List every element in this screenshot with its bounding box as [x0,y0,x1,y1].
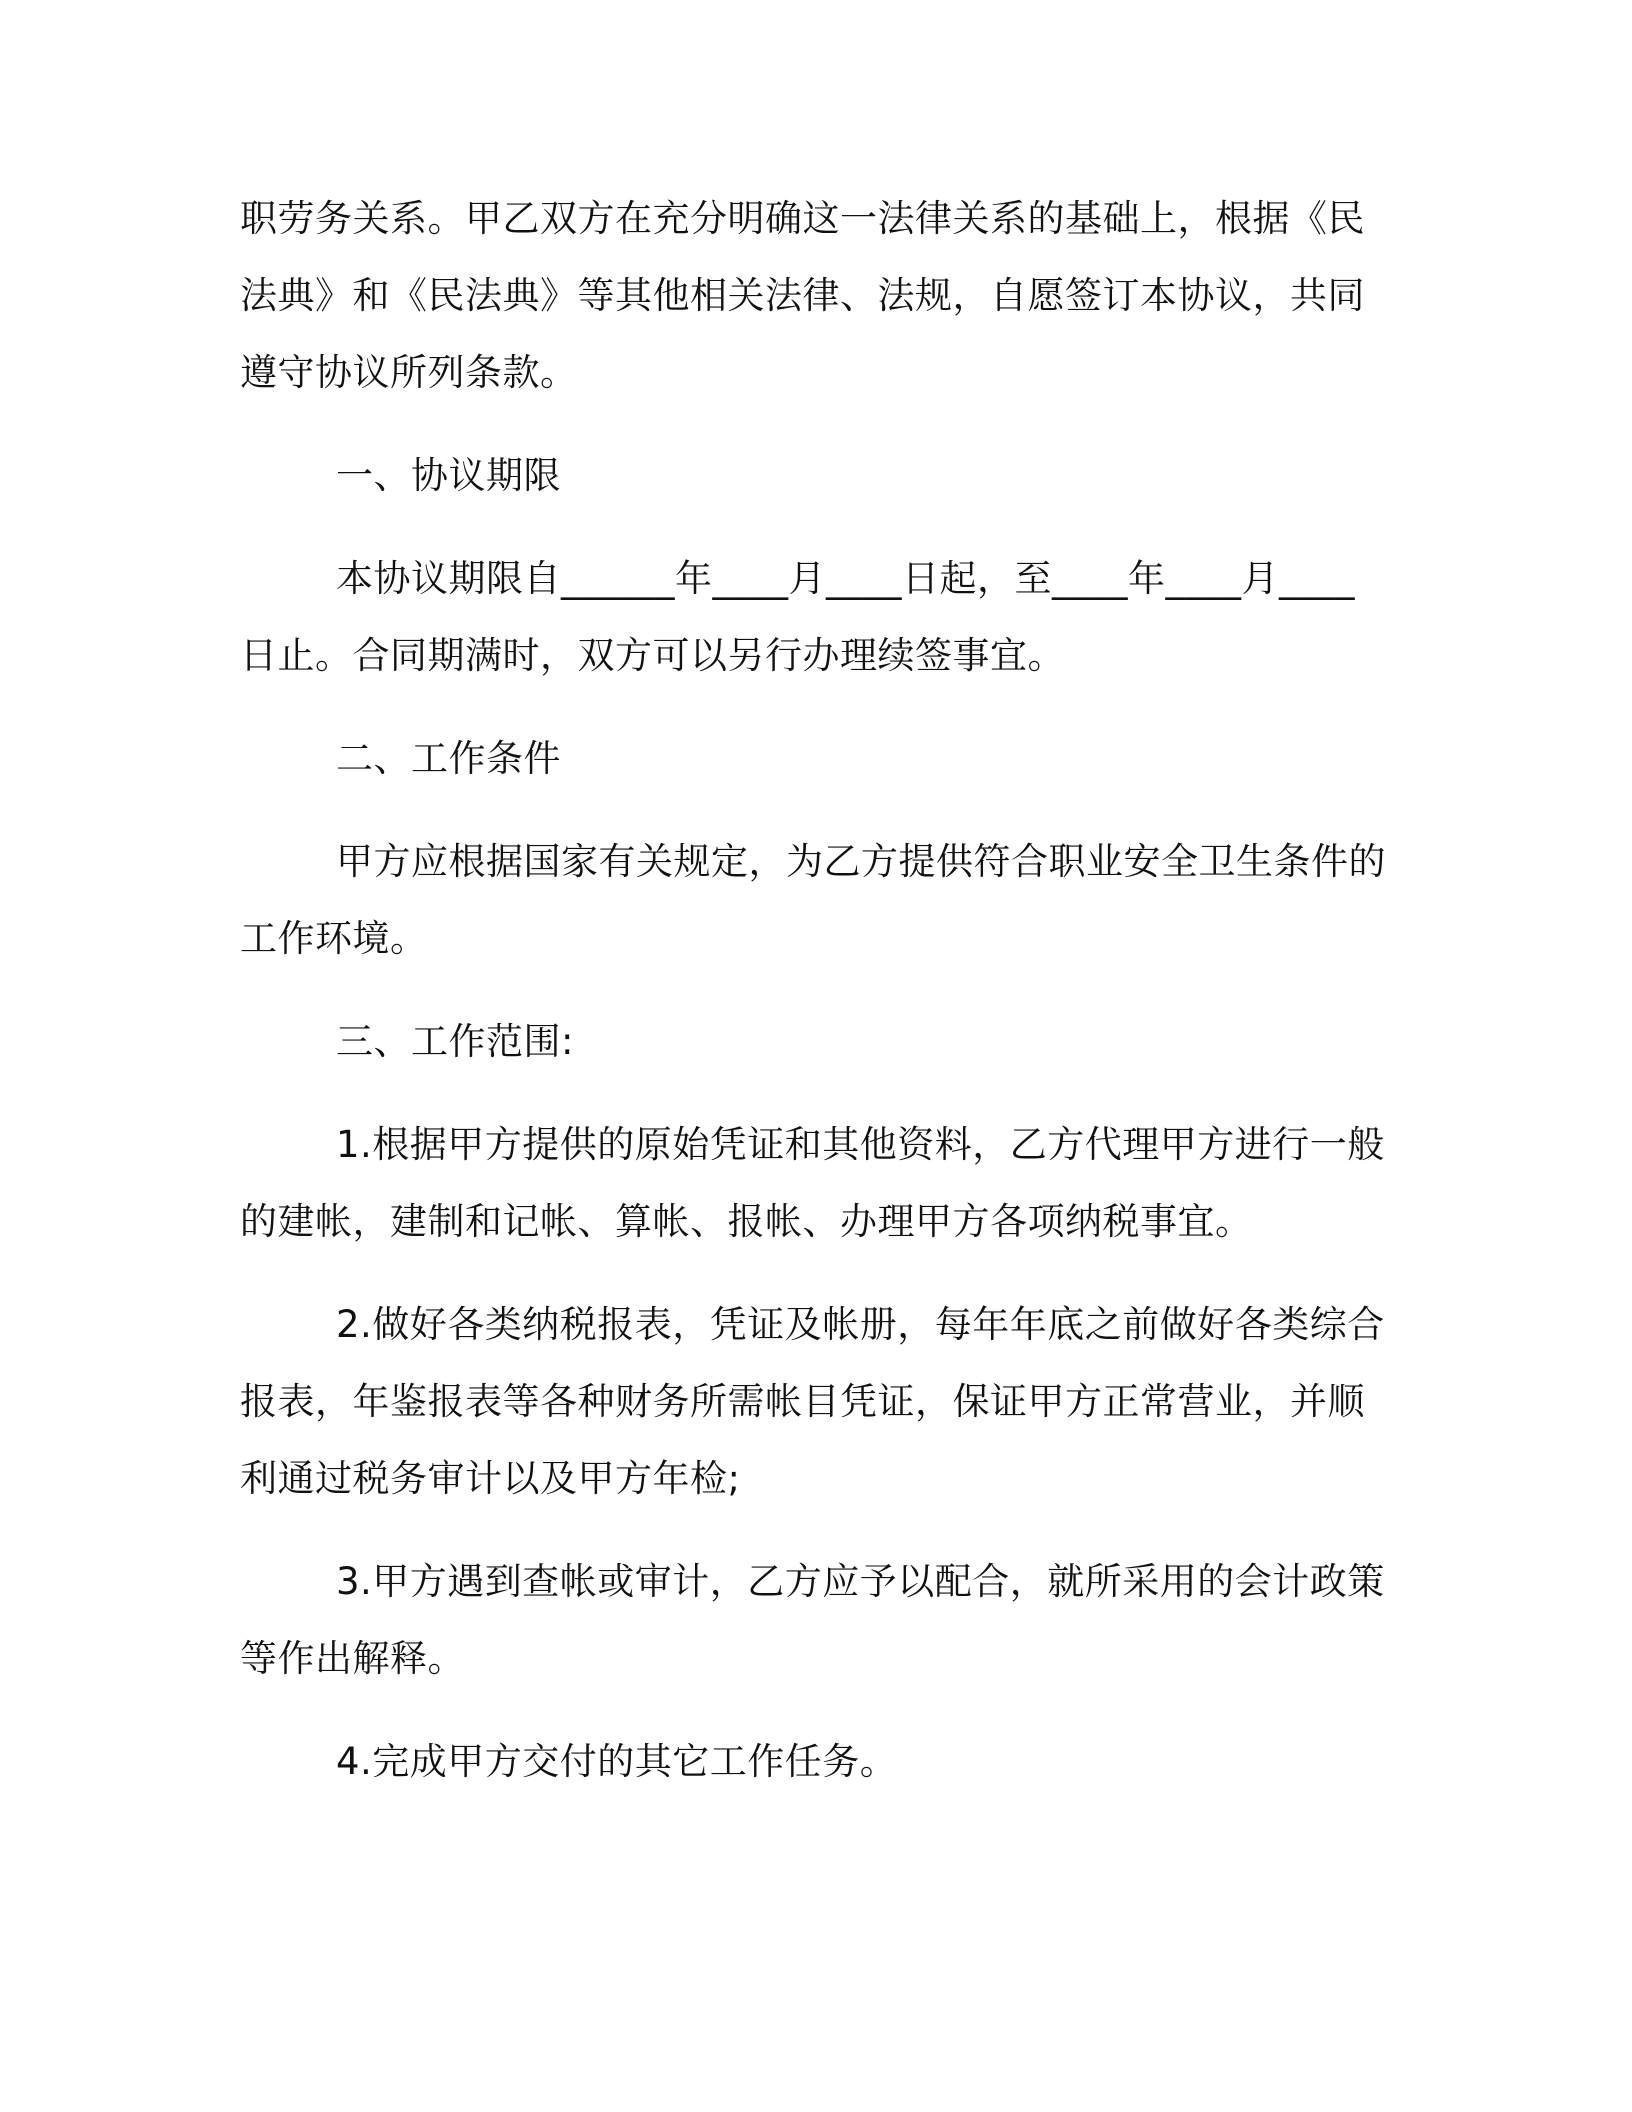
section-body-conditions: 甲方应根据国家有关规定，为乙方提供符合职业安全卫生条件的工作环境。 [240,840,1386,960]
scope-item-3: 3.甲方遇到查帐或审计，乙方应予以配合，就所采用的会计政策等作出解释。 [240,1560,1385,1680]
section-heading-scope: 三、工作范围: [336,1020,574,1063]
section-heading-conditions: 二、工作条件 [336,737,561,780]
scope-item-2: 2.做好各类纳税报表，凭证及帐册，每年年底之前做好各类综合报表，年鉴报表等各种财务所需帐目凭证，保证甲方正常营业，并顺利通过税务审计以及甲方年检; [240,1303,1385,1500]
document-body [240,180,1390,1826]
section-heading-term: 一、协议期限 [336,454,561,497]
scope-item-1: 1.根据甲方提供的原始凭证和其他资料，乙方代理甲方进行一般的建帐，建制和记帐、算帐、报帐、办理甲方各项纳税事宜。 [240,1123,1385,1243]
section-body-term: 本协议期限自______年____月____日起，至____年____月____日止。合同期满时，双方可以另行办理续签事宜。 [240,557,1355,677]
intro-paragraph: 职劳务关系。甲乙双方在充分明确这一法律关系的基础上，根据《民法典》和《民法典》等其他相关法律、法规，自愿签订本协议，共同遵守协议所列条款。 [240,197,1365,394]
scope-item-4: 4.完成甲方交付的其它工作任务。 [336,1740,898,1783]
